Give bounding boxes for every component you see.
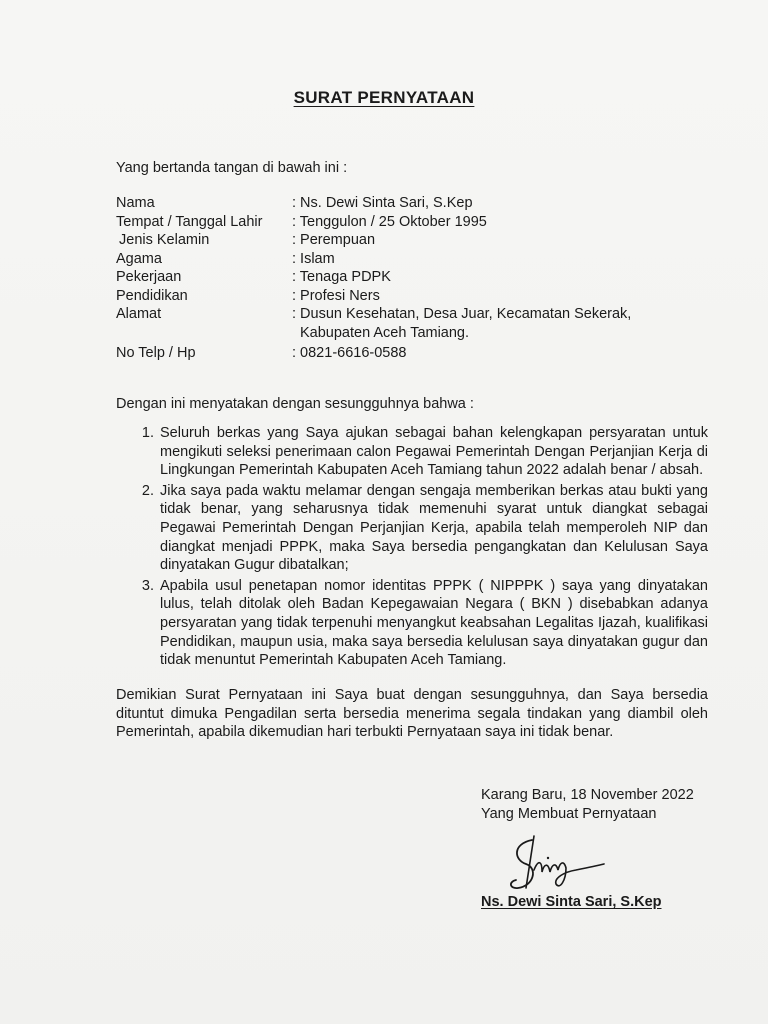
list-item <box>116 424 708 480</box>
document-title <box>0 88 768 108</box>
field-row-alamat <box>116 305 656 342</box>
field-value-group <box>292 305 656 342</box>
field-label: Tempat / Tanggal Lahir <box>116 213 263 230</box>
field-value: : Profesi Ners <box>292 287 380 304</box>
statement-list <box>116 424 708 672</box>
item-number: 1. <box>141 425 154 441</box>
statement-intro: Dengan ini menyatakan dengan sesungguhnya bahwa : <box>116 396 474 412</box>
place-date: Karang Baru, 18 November 2022 <box>481 787 694 803</box>
list-item <box>116 577 708 670</box>
field-value: : Perempuan <box>292 232 376 248</box>
field-label: Agama <box>116 250 162 267</box>
field-row-agama <box>116 250 656 269</box>
field-row-ttl <box>116 213 656 232</box>
field-value: : Islam <box>292 250 335 267</box>
field-label: Alamat <box>116 306 162 322</box>
handwritten-signature <box>504 830 614 900</box>
intro-text: Yang bertanda tangan di bawah ini : <box>116 160 348 176</box>
field-value: : Dusun Kesehatan, Desa Juar, Kecamatan Sekerak, <box>292 306 632 322</box>
field-row-pekerjaan <box>116 268 656 287</box>
field-label: Jenis Kelamin <box>119 232 210 248</box>
maker-label: Yang Membuat Pernyataan <box>481 806 657 822</box>
field-row-jenis-kelamin <box>116 231 656 250</box>
list-item <box>116 482 708 575</box>
field-row-telp <box>116 344 656 363</box>
field-value-continuation: Kabupaten Aceh Tamiang. <box>300 324 470 341</box>
field-label: Nama <box>116 195 155 211</box>
closing-paragraph: Demikian Surat Pernyataan ini Saya buat dengan sesungguhnya, dan Saya bersedia dituntut dimuka Pengadilan serta bersedia menerima segala tindakan yang diambil oleh Pemerintah, apabila dikemudian hari terbukti Pernyataan saya ini tidak benar. <box>116 687 708 741</box>
title-text: SURAT PERNYATAAN <box>293 88 475 107</box>
field-value: : Ns. Dewi Sinta Sari, S.Kep <box>292 195 473 211</box>
field-value: : 0821-6616-0588 <box>292 345 407 361</box>
field-label: Pekerjaan <box>116 269 182 285</box>
field-value: : Tenggulon / 25 Oktober 1995 <box>292 213 487 230</box>
signature-block <box>481 786 694 824</box>
field-label: Pendidikan <box>116 287 188 304</box>
item-text: Apabila usul penetapan nomor identitas PPPK ( NIPPPK ) saya yang dinyatakan lulus, telah ditolak oleh Badan Kepegawaian Negara ( BKN ) disebabkan adanya persyaratan yang tidak terpenuhi menyangkut keabsahan Legalitas Ijazah, kualifikasi Pendidikan, maupun usia, maka saya bersedia kelulusan saya dinyatakan gugur dan tidak menuntut Pemerintah Kabupaten Aceh Tamiang. <box>160 577 708 669</box>
field-label: No Telp / Hp <box>116 345 196 361</box>
field-row-pendidikan <box>116 287 656 306</box>
identity-fields <box>116 194 656 363</box>
signer-name: Ns. Dewi Sinta Sari, S.Kep <box>481 894 662 910</box>
item-text: Seluruh berkas yang Saya ajukan sebagai bahan kelengkapan persyaratan untuk mengikuti seleksi penerimaan calon Pegawai Pemerintah Dengan Perjanjian Kerja di Lingkungan Pemerintah Kabupaten Aceh Tamiang tahun 2022 adalah benar / absah. <box>160 425 708 479</box>
item-text: Jika saya pada waktu melamar dengan sengaja memberikan berkas atau bukti yang tidak benar, yang seharusnya tidak memenuhi syarat untuk diangkat sebagai Pegawai Pemerintah Dengan Perjanjian Kerja, apabila telah memperoleh NIP dan diangkat menjadi PPPK, maka Saya bersedia pengangkatan dan Kelulusan Saya dinyatakan Gugur dibatalkan; <box>160 482 708 574</box>
field-row-nama <box>116 194 656 213</box>
field-value: : Tenaga PDPK <box>292 269 391 285</box>
item-number: 2. <box>141 482 154 499</box>
item-number: 3. <box>141 577 154 594</box>
